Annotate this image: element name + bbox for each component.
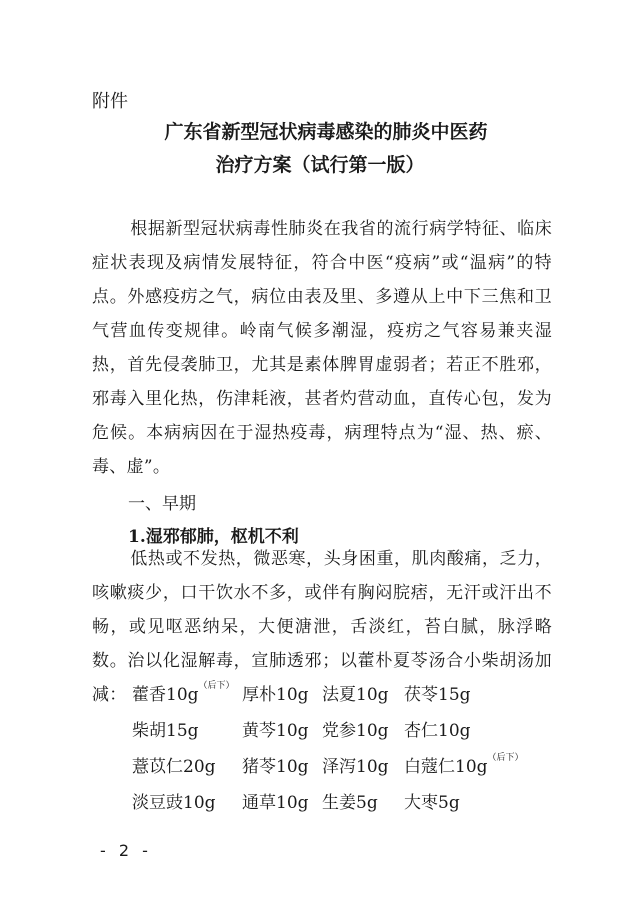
herb-item: [404, 680, 471, 705]
herb-item: [132, 788, 216, 813]
symptoms-text: 低热或不发热，微恶寒，头身困重，肌肉酸痛，乏力，咳嗽痰少，口干饮水不多，或伴有胸闷脘痞，无汗或汗出不畅，或见呕恶纳呆，大便溏泄，舌淡红，苔白腻，脉浮略数。治以化湿解毒，宣肺透邪；以藿朴夏苓汤合小柴胡汤加减：: [92, 549, 552, 705]
herb-note: （后下）: [198, 681, 235, 691]
herb-item: [242, 680, 309, 705]
subsection-heading-1: 1.湿邪郁肺，枢机不利: [128, 527, 299, 547]
intro-text: 根据新型冠状病毒性肺炎在我省的流行病学特征、临床症状表现及病情发展特征，符合中医“疫病”或“温病”的特点。外感疫疠之气，病位由表及里、多遵从上中下三焦和卫气营血传变规律。岭南气候多潮湿，疫疠之气容易兼夹湿热，首先侵袭肺卫，尤其是素体脾胃虚弱者；若正不胜邪，邪毒入里化热，伤津耗液，甚者灼营动血，直传心包，发为危候。本病病因在于湿热疫毒，病理特点为“湿、热、瘀、毒、虚”。: [92, 219, 552, 477]
page-number: - 2 -: [100, 841, 152, 860]
herb-name: 生姜5g: [322, 793, 378, 813]
herb-item: [132, 752, 216, 777]
herb-item: [132, 716, 199, 741]
attachment-label: 附件: [92, 91, 128, 112]
herb-name: 党参10g: [322, 721, 389, 741]
document-title-line-2: 治疗方案（试行第一版）: [215, 154, 425, 176]
herb-name: 大枣5g: [404, 793, 460, 813]
herb-item: [404, 716, 471, 741]
herb-item: [242, 788, 309, 813]
herb-name: 黄芩10g: [242, 721, 309, 741]
herb-name: 通草10g: [242, 793, 309, 813]
herb-item: [242, 752, 309, 777]
herb-name: 茯苓15g: [404, 685, 471, 705]
herb-item: [132, 680, 235, 705]
herb-name: 猪苓10g: [242, 757, 309, 777]
herb-item: [242, 716, 309, 741]
section-heading-early-stage: 一、早期: [128, 494, 196, 514]
herb-item: [322, 716, 389, 741]
herb-name: 泽泻10g: [322, 757, 389, 777]
herb-name: 厚朴10g: [242, 685, 309, 705]
intro-paragraph: [92, 212, 552, 484]
herb-name: 淡豆豉10g: [132, 793, 216, 813]
herb-item: [322, 680, 389, 705]
herb-name: 白蔻仁10g: [404, 757, 488, 777]
herb-name: 柴胡15g: [132, 721, 199, 741]
herb-item: [322, 788, 378, 813]
herb-name: 杏仁10g: [404, 721, 471, 741]
herb-item: [322, 752, 389, 777]
herb-note: （后下）: [487, 753, 524, 763]
herb-name: 薏苡仁20g: [132, 757, 216, 777]
herb-name: 藿香10g: [132, 685, 199, 705]
herb-item: [404, 788, 460, 813]
herb-name: 法夏10g: [322, 685, 389, 705]
document-title-line-1: 广东省新型冠状病毒感染的肺炎中医药: [164, 121, 488, 143]
herb-item: [404, 752, 524, 777]
